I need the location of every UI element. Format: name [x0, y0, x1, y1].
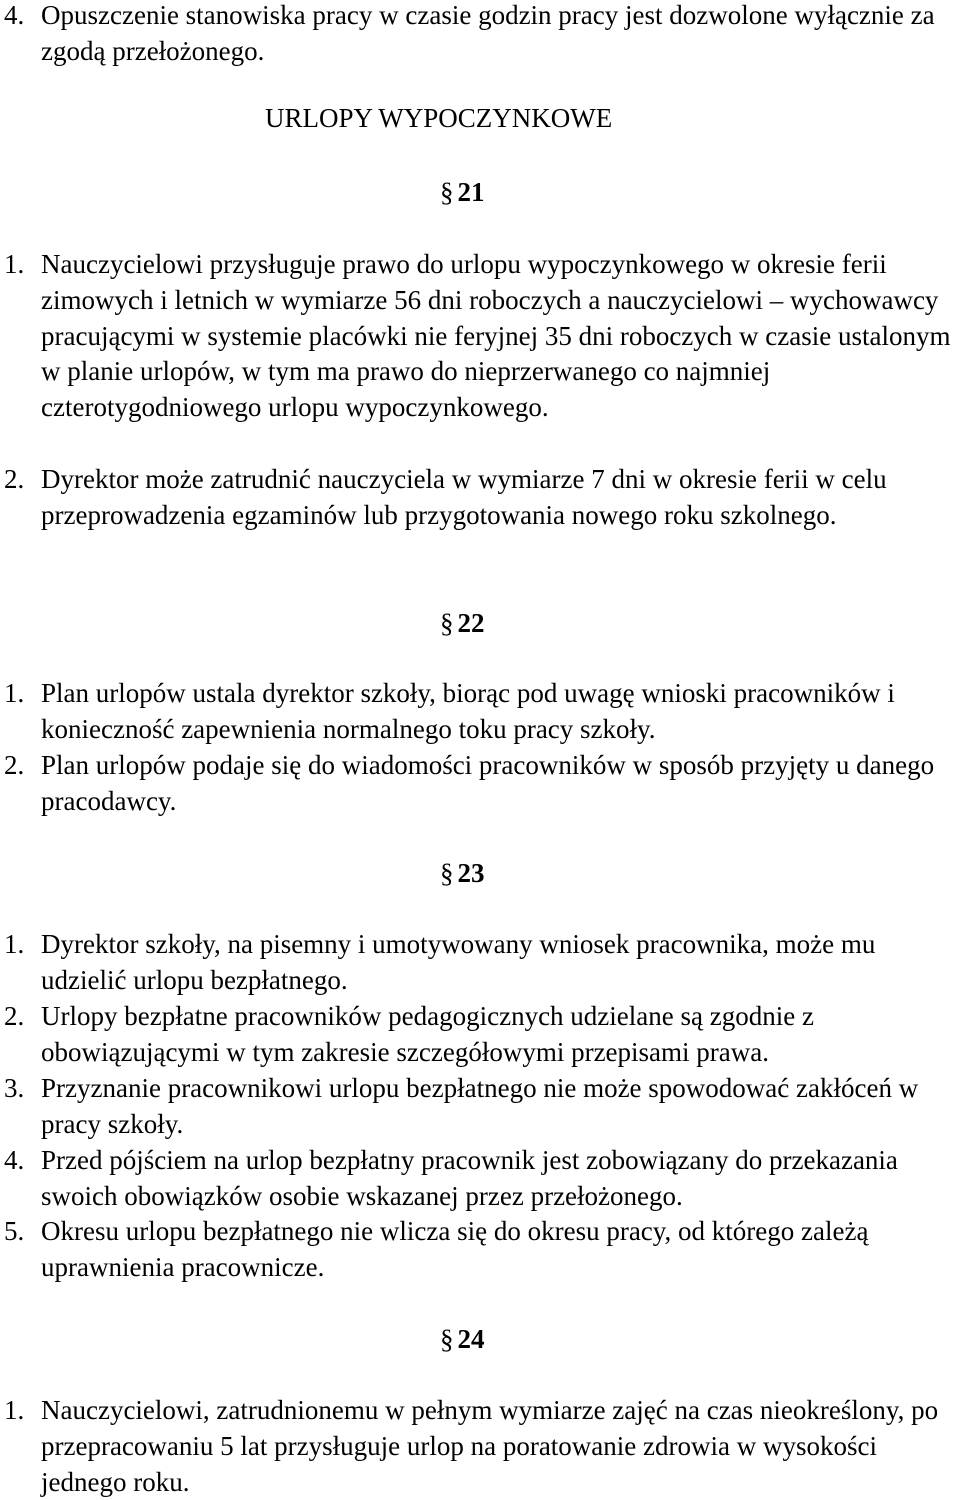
item-number: 2.	[4, 750, 25, 780]
item-text: Urlopy bezpłatne pracowników pedagogicznych udzielane są zgodnie z obowiązującymi w tym zakresie szczegółowymi przepisami prawa.	[41, 1001, 814, 1067]
item-text: Nauczycielowi, zatrudnionemu w pełnym wymiarze zajęć na czas nieokreślony, po przepracowaniu 5 lat przysługuje urlop na poratowanie zdrowia w wysokości jednego roku.	[41, 1395, 939, 1497]
item-text: Plan urlopów podaje się do wiadomości pracowników w sposób przyjęty u danego pracodawcy.	[41, 750, 935, 816]
item-text: Opuszczenie stanowiska pracy w czasie godzin pracy jest dozwolone wyłącznie za zgodą przełożonego.	[41, 0, 935, 66]
list-item	[0, 999, 955, 1071]
list-item	[0, 247, 955, 426]
list-item	[0, 1214, 955, 1286]
item-text: Dyrektor może zatrudnić nauczyciela w wymiarze 7 dni w okresie ferii w celu przeprowadzenia egzaminów lub przygotowania nowego roku szkolnego.	[41, 464, 887, 530]
item-number: 1.	[4, 678, 25, 708]
section-sign: §	[440, 177, 454, 207]
list-item	[0, 748, 955, 820]
section-sign: §	[440, 858, 454, 888]
section-sign: §	[440, 608, 454, 638]
item-text: Plan urlopów ustala dyrektor szkoły, biorąc pod uwagę wnioski pracowników i konieczność zapewnienia normalnego toku pracy szkoły.	[41, 678, 895, 744]
item-text: Nauczycielowi przysługuje prawo do urlopu wypoczynkowego w okresie ferii zimowych i letnich w wymiarze 56 dni roboczych a nauczycielowi – wychowawcy pracującymi w systemie placówki nie feryjnej 35 dni roboczych w czasie ustalonym w planie urlopów, w tym ma prawo do nieprzerwanego co najmniej czterotygodniowego urlopu wypoczynkowego.	[41, 249, 951, 423]
section-number: 21	[457, 177, 485, 207]
item-number: 2.	[4, 1001, 25, 1031]
list-item	[0, 462, 955, 534]
section-heading-21	[440, 175, 485, 211]
chapter-heading: URLOPY WYPOCZYNKOWE	[265, 103, 613, 133]
item-number: 5.	[4, 1216, 25, 1246]
item-text: Przyznanie pracownikowi urlopu bezpłatnego nie może spowodować zakłóceń w pracy szkoły.	[41, 1073, 919, 1139]
item-number: 1.	[4, 929, 25, 959]
item-text: Dyrektor szkoły, na pisemny i umotywowany wniosek pracownika, może mu udzielić urlopu bezpłatnego.	[41, 929, 876, 995]
section-number: 22	[457, 608, 485, 638]
item-number: 4.	[4, 1145, 25, 1175]
list-item	[0, 1143, 955, 1215]
list-item	[0, 1071, 955, 1143]
section-heading-24	[440, 1322, 485, 1358]
section-heading-22	[440, 606, 485, 642]
list-item	[0, 1393, 955, 1500]
section-number: 23	[457, 858, 485, 888]
list-item	[0, 676, 955, 748]
item-text: Okresu urlopu bezpłatnego nie wlicza się do okresu pracy, od którego zależą uprawnienia pracownicze.	[41, 1216, 869, 1282]
item-text: Przed pójściem na urlop bezpłatny pracownik jest zobowiązany do przekazania swoich obowiązków osobie wskazanej przez przełożonego.	[41, 1145, 898, 1211]
item-number: 3.	[4, 1073, 25, 1103]
section-number: 24	[457, 1324, 485, 1354]
section-heading-23	[440, 856, 485, 892]
list-item	[0, 927, 955, 999]
item-number: 2.	[4, 464, 25, 494]
item-number: 1.	[4, 249, 25, 279]
section-sign: §	[440, 1324, 454, 1354]
item-number: 1.	[4, 1395, 25, 1425]
item-number: 4.	[4, 0, 25, 30]
list-item	[0, 0, 955, 70]
